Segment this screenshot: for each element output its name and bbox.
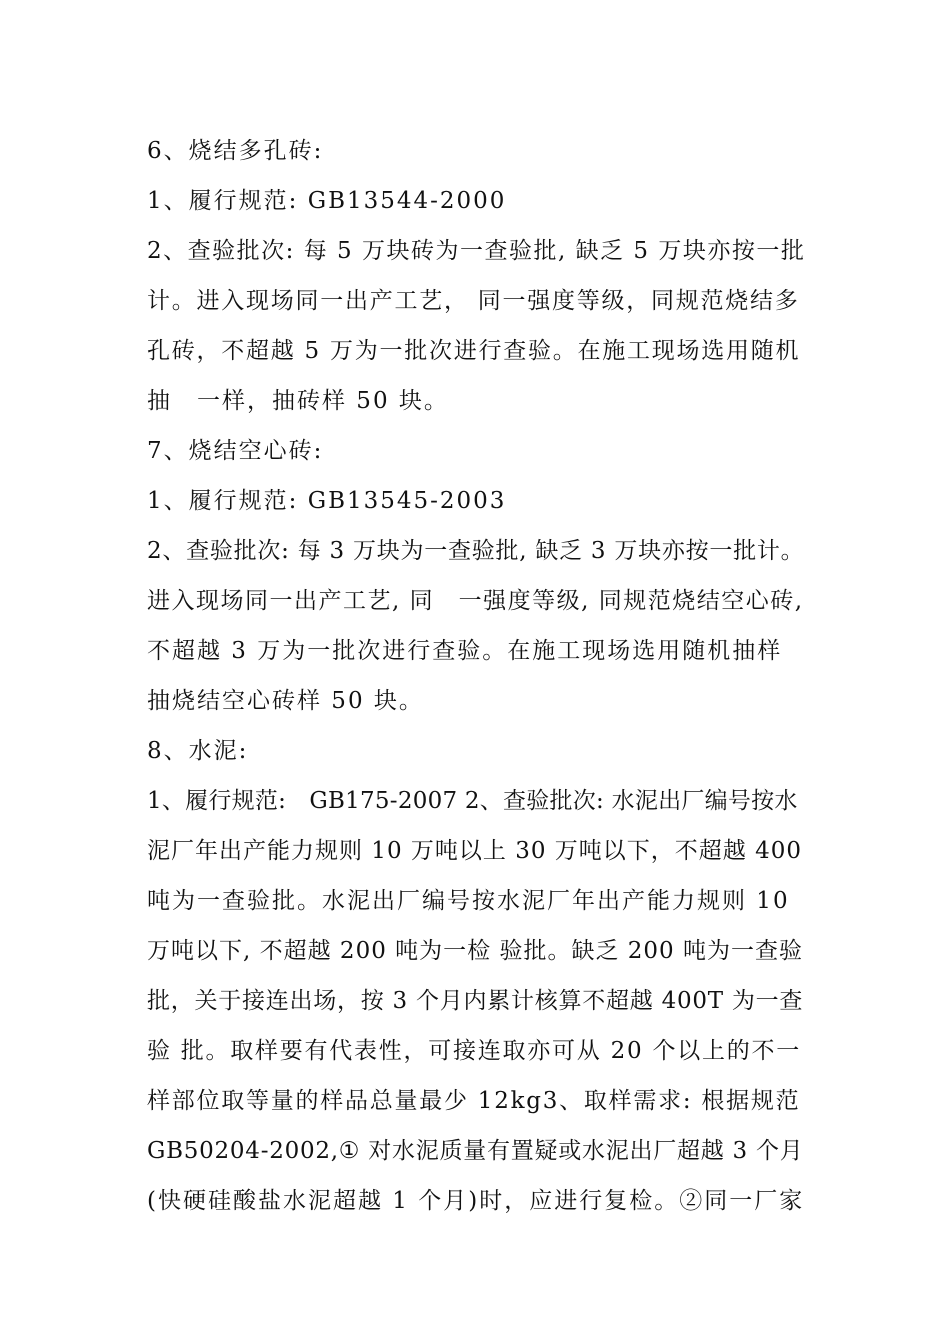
text-line: 2、查验批次: 每 5 万块砖为一查验批, 缺乏 5 万块亦按一批	[147, 238, 806, 264]
text-line: 1、履行规范: GB13544-2000	[147, 188, 507, 214]
text-line: 泥厂年出产能力规则 10 万吨以上 30 万吨以下，不超越 400	[147, 838, 802, 864]
text-line: 万吨以下, 不超越 200 吨为一检 验批。缺乏 200 吨为一查验	[147, 938, 803, 964]
text-line: 抽烧结空心砖样 50 块。	[147, 688, 424, 714]
text-line: 吨为一查验批。水泥出厂编号按水泥厂年出产能力规则 10	[147, 888, 790, 914]
text-line: (快硬硅酸盐水泥超越 1 个月)时，应进行复检。②同一厂家	[147, 1188, 805, 1214]
text-line: 计。进入现场同一出产工艺， 同一强度等级，同规范烧结多	[147, 288, 800, 314]
text-line: 验 批。取样要有代表性，可接连取亦可从 20 个以上的不一	[147, 1038, 801, 1064]
text-line: 1、履行规范: GB13545-2003	[147, 488, 507, 514]
text-line: 8、水泥:	[147, 738, 249, 764]
text-line: 批，关于接连出场，按 3 个月内累计核算不超越 400T 为一查	[147, 988, 804, 1014]
text-line: 6、烧结多孔砖:	[147, 138, 324, 164]
text-line: 1、履行规范: GB175-2007 2、查验批次: 水泥出厂编号按水	[147, 788, 798, 814]
text-line: 进入现场同一出产工艺, 同 一强度等级, 同规范烧结空心砖,	[147, 588, 804, 614]
text-line: 孔砖，不超越 5 万为一批次进行查验。在施工现场选用随机	[147, 338, 801, 364]
text-line: 不超越 3 万为一批次进行查验。在施工现场选用随机抽样	[147, 638, 783, 664]
text-line: 2、查验批次: 每 3 万块为一查验批, 缺乏 3 万块亦按一批计。	[147, 538, 805, 564]
text-line: 7、烧结空心砖:	[147, 438, 324, 464]
text-line: 样部位取等量的样品总量最少 12kg3、取样需求: 根据规范	[147, 1088, 801, 1114]
text-line: 抽 一样，抽砖样 50 块。	[147, 388, 449, 414]
text-line: GB50204-2002,① 对水泥质量有置疑或水泥出厂超越 3 个月	[147, 1138, 804, 1164]
